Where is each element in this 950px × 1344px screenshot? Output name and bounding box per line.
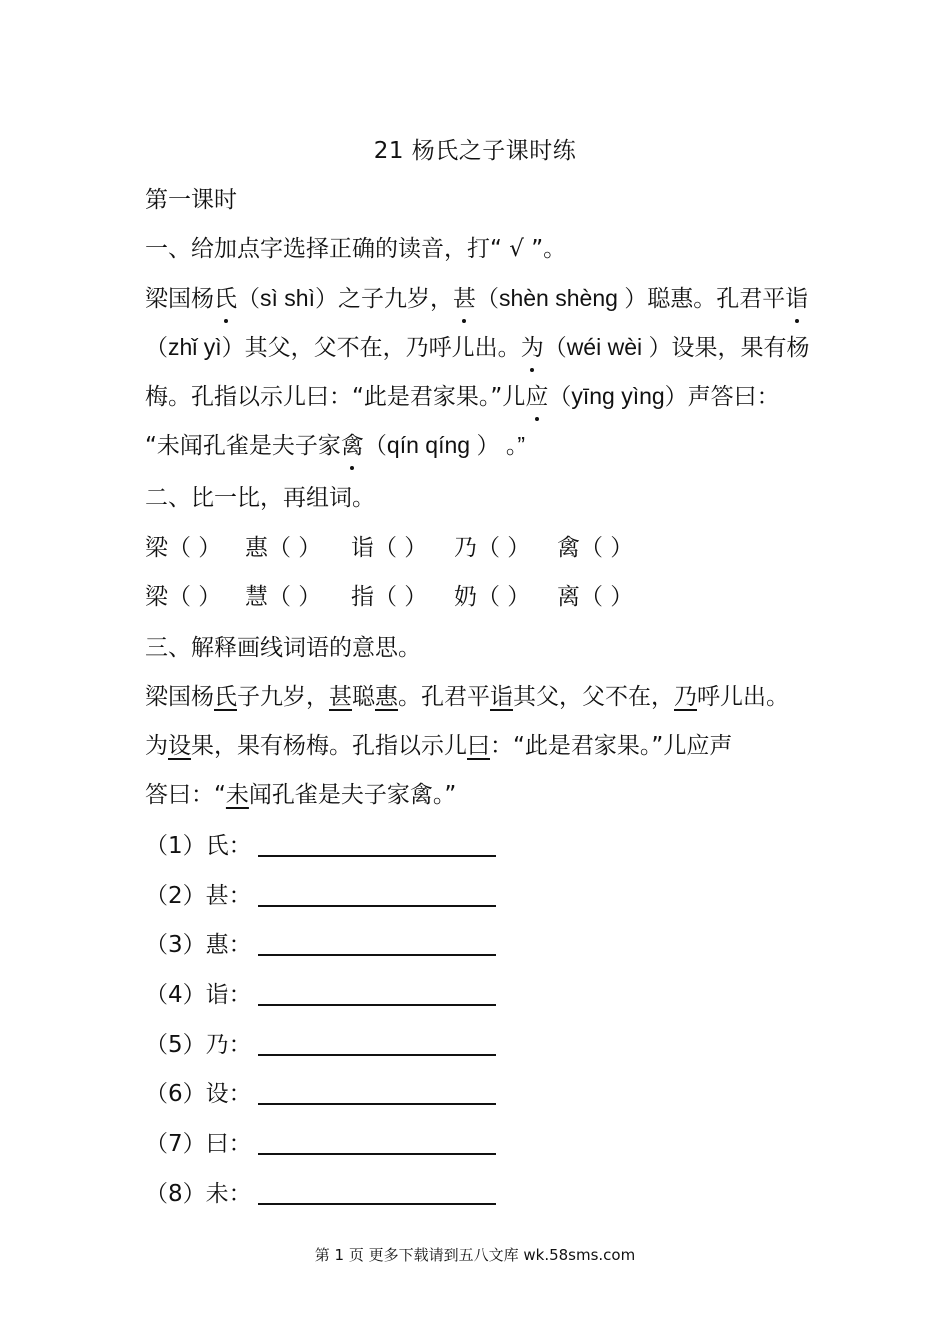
compare-cell: 惠（ ）: [245, 535, 322, 561]
answer-blank[interactable]: [258, 905, 496, 907]
section1-paragraph-line: “未闻孔雀是夫子家禽（qín qíng ） 。”: [145, 428, 825, 463]
answer-blank[interactable]: [258, 1054, 496, 1056]
page-footer: 第 1 页 更多下载请到五八文库 wk.58sms.com: [314, 1246, 636, 1264]
compare-cell: 离（ ）: [557, 584, 634, 610]
compare-row: [145, 531, 825, 565]
compare-cell: 慧（ ）: [245, 584, 322, 610]
section3-paragraph-line: 梁国杨氏子九岁，甚聪惠。孔君平诣其父，父不在，乃呼儿出。: [145, 684, 789, 710]
compare-cell: 奶（ ）: [454, 584, 531, 610]
compare-cell: 乃（ ）: [454, 535, 531, 561]
answer-label: （4）诣：: [145, 982, 252, 1008]
answer-blank[interactable]: [258, 954, 496, 956]
compare-cell: 指（ ）: [351, 584, 428, 610]
section1-paragraph-line: 梁国杨氏（sì shì）之子九岁，甚（shèn shèng ）聪惠。孔君平诣: [145, 281, 825, 316]
answer-label: （8）未：: [145, 1181, 252, 1207]
lesson-label: 第一课时: [145, 187, 237, 213]
section2-heading: 二、比一比，再组词。: [145, 485, 375, 511]
answer-label: （6）设：: [145, 1081, 252, 1107]
answer-blank[interactable]: [258, 1004, 496, 1006]
answer-label: （2）甚：: [145, 883, 252, 909]
answer-blank[interactable]: [258, 1203, 496, 1205]
compare-cell: 梁（ ）: [145, 584, 222, 610]
section3-paragraph-line: 答曰：“未闻孔雀是夫子家禽。”: [145, 782, 457, 808]
section3-heading: 三、解释画线词语的意思。: [145, 635, 421, 661]
page-title: 21 杨氏之子课时练: [373, 138, 577, 164]
answer-blank[interactable]: [258, 1153, 496, 1155]
section3-paragraph-line: 为设果，果有杨梅。孔指以示儿曰：“此是君家果。”儿应声: [145, 733, 733, 759]
answer-label: （3）惠：: [145, 932, 252, 958]
compare-cell: 梁（ ）: [145, 535, 222, 561]
answer-label: （7）曰：: [145, 1131, 252, 1157]
compare-row: [145, 580, 825, 614]
section1-heading: 一、给加点字选择正确的读音，打“ √ ”。: [145, 236, 567, 262]
answer-blank[interactable]: [258, 1103, 496, 1105]
compare-cell: 禽（ ）: [557, 535, 634, 561]
section1-paragraph-line: （zhǐ yì）其父，父不在，乃呼儿出。为（wéi wèi ）设果，果有杨: [145, 330, 825, 365]
compare-cell: 诣（ ）: [351, 535, 428, 561]
section1-paragraph-line: 梅。孔指以示儿曰：“此是君家果。”儿应（yīng yìng）声答曰：: [145, 379, 825, 414]
answer-blank[interactable]: [258, 855, 496, 857]
answer-label: （5）乃：: [145, 1032, 252, 1058]
answer-label: （1）氏：: [145, 833, 252, 859]
